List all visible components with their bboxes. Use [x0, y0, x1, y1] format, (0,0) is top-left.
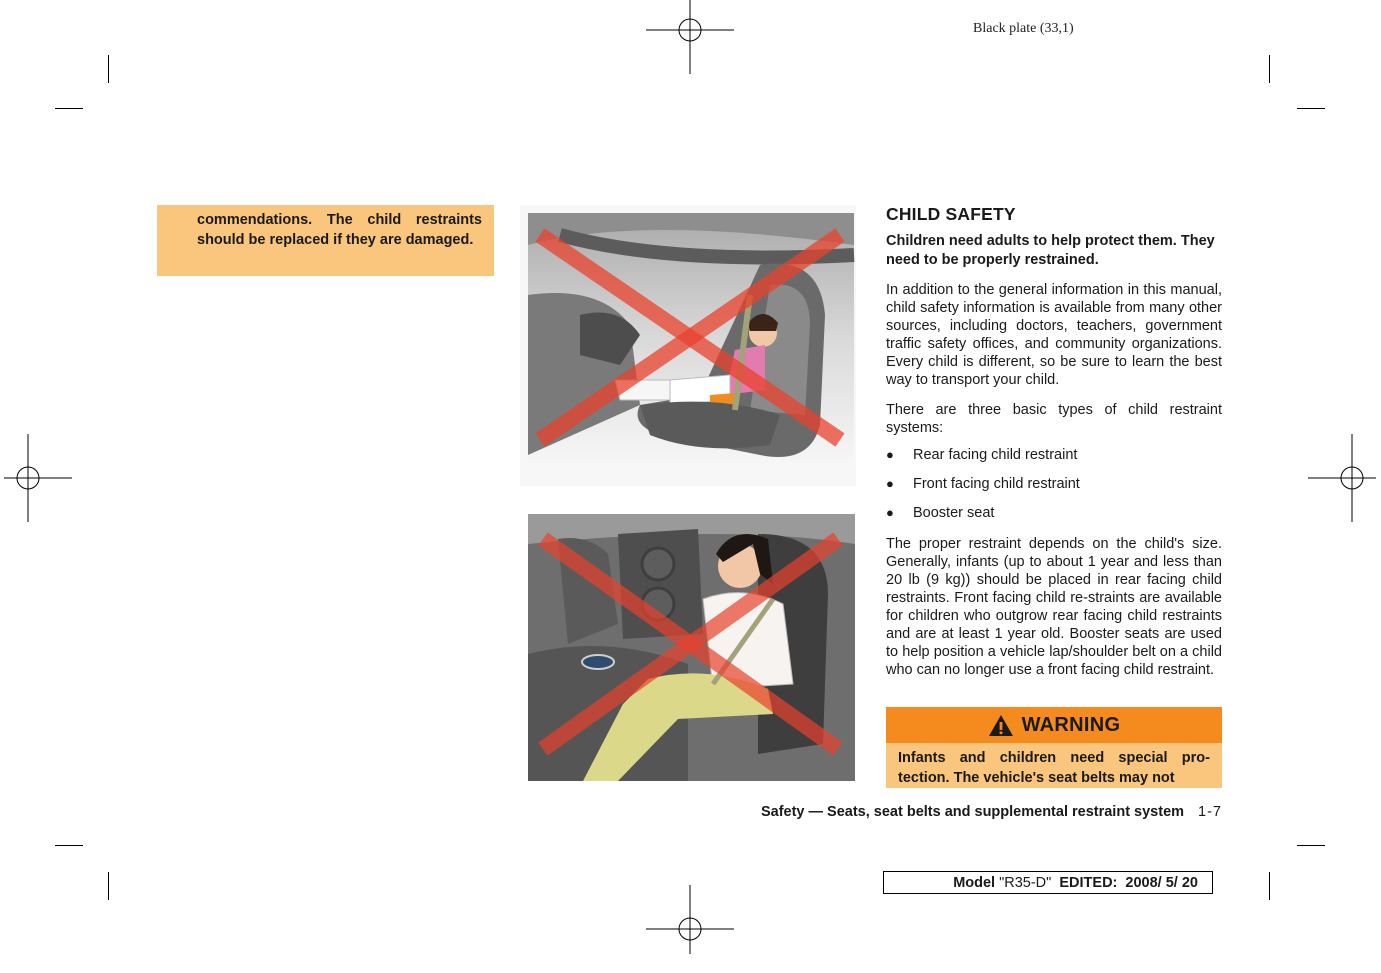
paragraph-proper-restraint: The proper restraint depends on the child's size. Generally, infants (up to about 1 year and less than 20 lb (9 kg)) should be placed in rear facing child restraints. Front facing child re-straints are available for children who outgrow rear facing child restraints and are at least 1 year old. Booster seats are used to help position a vehicle lap/shoulder belt on a child who can no longer use a front facing child restraint.	[886, 536, 1222, 678]
section-title: CHILD SAFETY	[886, 204, 1016, 224]
page-number: 1-7	[1198, 804, 1222, 820]
bullet-icon: ●	[886, 447, 894, 462]
model-edited-box	[883, 871, 1213, 894]
model-label: Model	[953, 874, 1000, 891]
paragraph-general-info: In addition to the general information in this manual, child safety information is available from many other sources, including doctors, teachers, government traffic safety offices, and community organizations. Every child is different, so be sure to learn the best way to transport your child.	[886, 282, 1222, 388]
registration-mark-top	[646, 0, 734, 74]
paragraph-restraint-types: There are three basic types of child restraint systems:	[886, 402, 1222, 436]
continued-note: commendations. The child restraints should be replaced if they are damaged.	[157, 205, 494, 276]
warning-title: WARNING	[1021, 713, 1121, 736]
model-code: "R35-D"	[999, 874, 1052, 891]
registration-mark-left	[0, 434, 72, 522]
child-seated-without-booster-crossed-out-illustration	[528, 514, 855, 781]
footer-section-title: Safety — Seats, seat belts and supplemental restraint system	[760, 804, 1185, 820]
section-lead: Children need adults to help protect them. They need to be properly restrained.	[886, 233, 1215, 268]
edited-date: EDITED: 2008/ 5/ 20	[1051, 874, 1198, 891]
warning-text: Infants and children need special pro-tection. The vehicle's seat belts may not	[886, 743, 1222, 788]
registration-mark-bottom	[646, 885, 734, 973]
page-footer	[600, 804, 1222, 820]
registration-mark-right	[1308, 434, 1381, 522]
bullet-icon: ●	[886, 505, 894, 520]
warning-triangle-icon	[988, 714, 1014, 737]
warning-header	[886, 707, 1222, 743]
rear-facing-child-seat-crossed-out-illustration	[520, 205, 856, 486]
bullet-icon: ●	[886, 476, 894, 491]
plate-label: Black plate (33,1)	[973, 21, 1074, 36]
